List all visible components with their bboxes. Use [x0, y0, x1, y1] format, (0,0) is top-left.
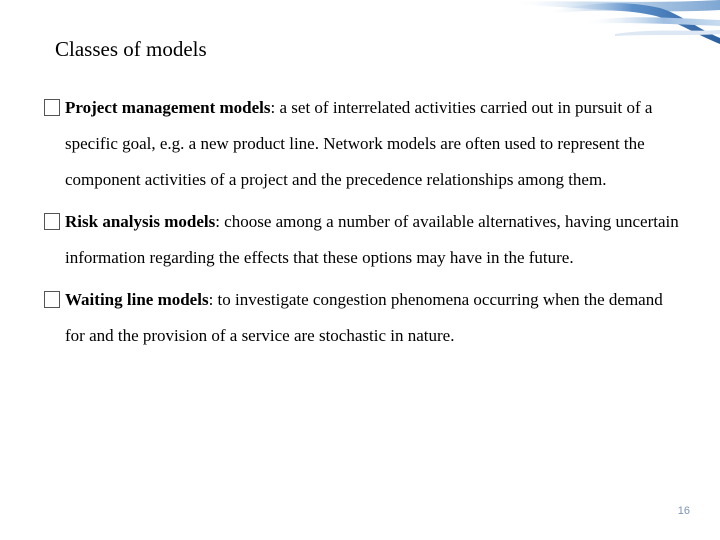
bullet-waiting-line	[44, 282, 684, 354]
hollow-square-bullet-icon	[44, 291, 60, 308]
bullet-project-management	[44, 90, 684, 198]
hollow-square-bullet-icon	[44, 99, 60, 116]
hollow-square-bullet-icon	[44, 213, 60, 230]
header-swoosh-decoration	[360, 0, 720, 48]
bullet-text: : a set of interrelated activities carried out in pursuit of a specific goal, e.g. a new product line. Network models are often used to represent the component activities of a project and the precedence relationships among them.	[65, 98, 653, 189]
bullet-term: Risk analysis models	[65, 212, 216, 231]
bullet-risk-analysis	[44, 204, 684, 276]
bullet-list	[44, 90, 684, 360]
page-number: 16	[677, 505, 690, 517]
bullet-term: Waiting line models	[65, 290, 209, 309]
slide-title: Classes of models	[55, 37, 207, 61]
bullet-term: Project management models	[65, 98, 271, 117]
bullet-text: : to investigate congestion phenomena occurring when the demand for and the provision of a service are stochastic in nature.	[65, 290, 663, 345]
bullet-text: : choose among a number of available alternatives, having uncertain information regarding the effects that these options may have in the future.	[65, 212, 679, 267]
